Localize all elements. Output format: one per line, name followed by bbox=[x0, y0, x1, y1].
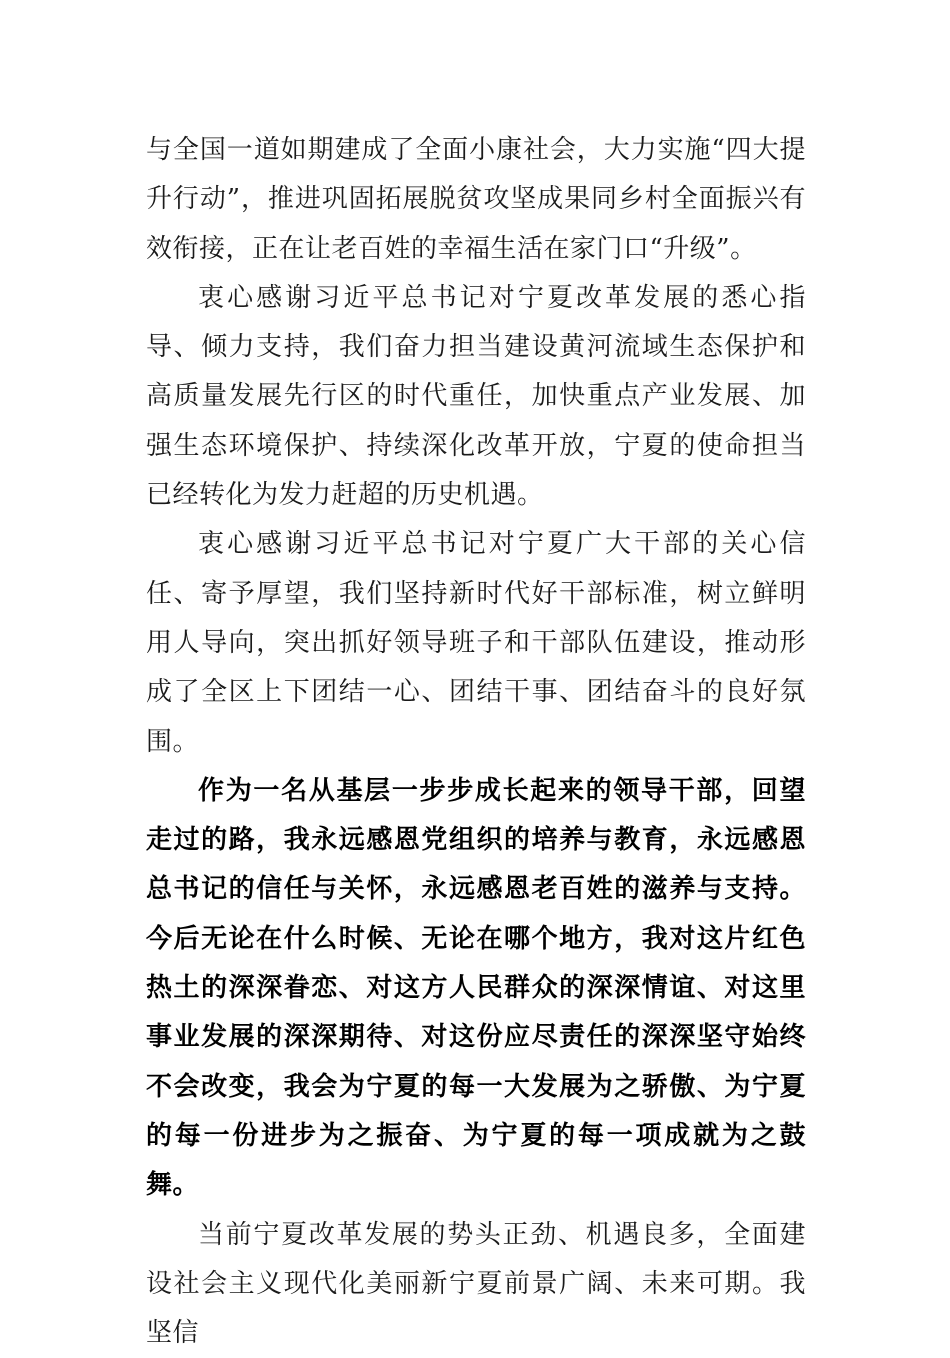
paragraph-thanks-cadres: 衷心感谢习近平总书记对宁夏广大干部的关心信任、寄予厚望，我们坚持新时代好干部标准，树立鲜明用人导向，突出抓好领导班子和干部队伍建设，推动形成了全区上下团结一心、团结干事、团结奋斗的良好氛围。 bbox=[146, 529, 806, 757]
paragraph-outlook: 当前宁夏改革发展的势头正劲、机遇良多，全面建设社会主义现代化美丽新宁夏前景广阔、未来可期。我坚信 bbox=[146, 1219, 806, 1349]
document-body bbox=[146, 126, 806, 1358]
paragraph-thanks-reform: 衷心感谢习近平总书记对宁夏改革发展的悉心指导、倾力支持，我们奋力担当建设黄河流域生态保护和高质量发展先行区的时代重任，加快重点产业发展、加强生态环境保护、持续深化改革开放，宁夏的使命担当已经转化为发力赶超的历史机遇。 bbox=[146, 282, 806, 511]
paragraph-continuation: 与全国一道如期建成了全面小康社会，大力实施“四大提升行动”，推进巩固拓展脱贫攻坚成果同乡村全面振兴有效衔接，正在让老百姓的幸福生活在家门口“升级”。 bbox=[146, 135, 806, 264]
paragraph-gratitude-bold: 作为一名从基层一步步成长起来的领导干部，回望走过的路，我永远感恩党组织的培养与教育，永远感恩总书记的信任与关怀，永远感恩老百姓的滋养与支持。今后无论在什么时候、无论在哪个地方，我对这片红色热土的深深眷恋、对这方人民群众的深深情谊、对这里事业发展的深深期待、对这份应尽责任的深深坚守始终不会改变，我会为宁夏的每一大发展为之骄傲、为宁夏的每一份进步为之振奋、为宁夏的每一项成就为之鼓舞。 bbox=[146, 775, 806, 1201]
